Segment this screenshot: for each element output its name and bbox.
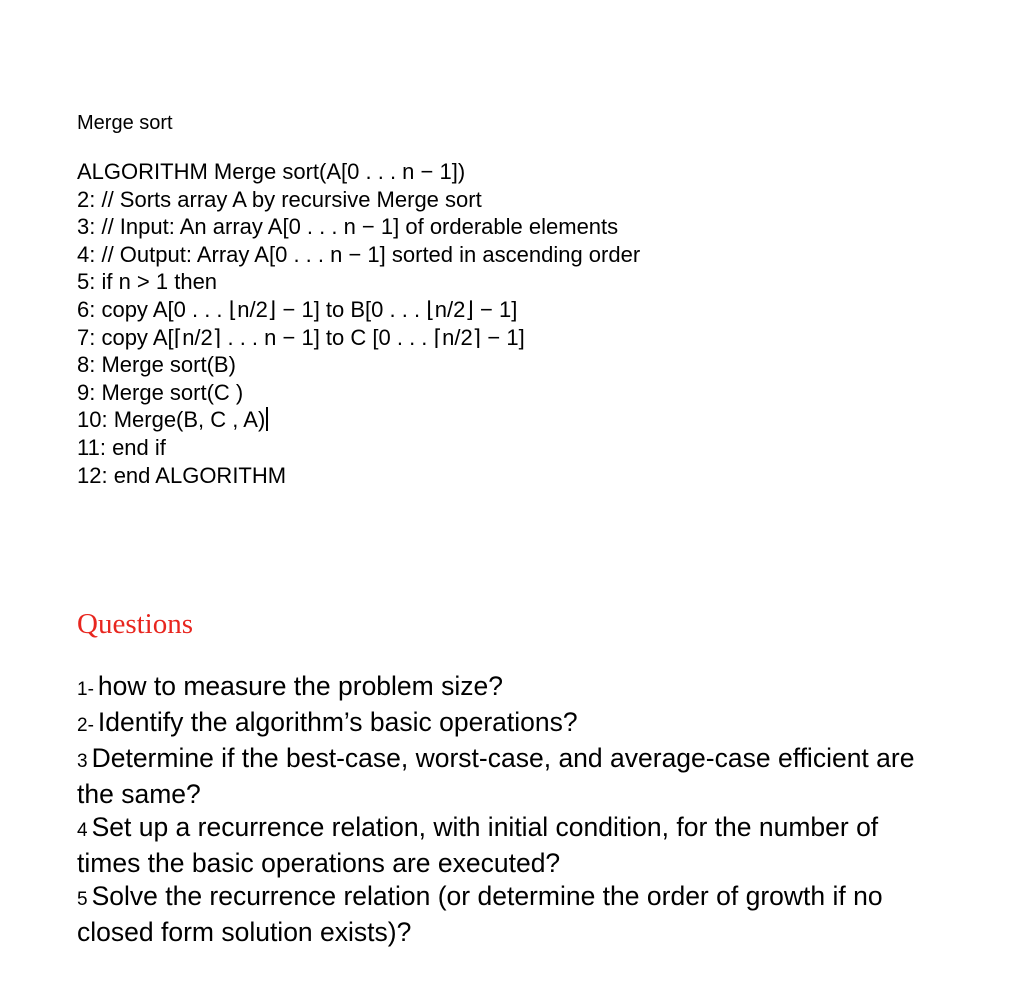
question-text: how to measure the problem size? — [97, 671, 503, 701]
question-text: Determine if the best-case, worst-case, and average-case efficient are the same? — [77, 743, 915, 809]
algorithm-line: 9: Merge sort(C ) — [77, 379, 244, 405]
algorithm-line: ALGORITHM Merge sort(A[0 . . . n − 1]) — [77, 159, 466, 184]
question-item — [77, 670, 937, 706]
document-heading: Merge sort — [77, 112, 173, 134]
algorithm-listing — [77, 158, 640, 489]
question-item — [77, 742, 937, 811]
algorithm-line: 4: // Output: Array A[0 . . . n − 1] sorted in ascending order — [77, 241, 641, 267]
questions-list — [77, 670, 937, 949]
algorithm-line: 3: // Input: An array A[0 . . . n − 1] of orderable elements — [77, 214, 619, 240]
algorithm-line: 12: end ALGORITHM — [77, 462, 287, 488]
question-number: 1- — [77, 679, 94, 700]
text-caret — [266, 407, 268, 431]
question-number: 2- — [77, 715, 94, 736]
algorithm-line: 5: if n > 1 then — [77, 269, 218, 295]
question-text: Solve the recurrence relation (or determine the order of growth if no closed form solution exists)? — [77, 881, 883, 947]
algorithm-line-text: 10: Merge(B, C , A) — [77, 407, 266, 433]
algorithm-line: 7: copy A[⌈n/2⌉ . . . n − 1] to C [0 . . . ⌈n/2⌉ − 1] — [77, 324, 525, 350]
question-item — [77, 706, 937, 742]
questions-title: Questions — [77, 608, 193, 640]
algorithm-line: 2: // Sorts array A by recursive Merge sort — [77, 186, 482, 212]
question-text: Identify the algorithm’s basic operations? — [97, 707, 578, 737]
algorithm-line: 11: end if — [77, 434, 166, 460]
algorithm-line: 8: Merge sort(B) — [77, 352, 236, 378]
question-number: 4 — [77, 820, 88, 841]
question-number: 5 — [77, 889, 88, 910]
question-number: 3 — [77, 751, 88, 772]
algorithm-line: 6: copy A[0 . . . ⌊n/2⌋ − 1] to B[0 . . . ⌊n/2⌋ − 1] — [77, 296, 518, 322]
question-item — [77, 811, 937, 880]
question-text: Set up a recurrence relation, with initial condition, for the number of times the basic operations are executed? — [77, 812, 879, 878]
question-item — [77, 880, 937, 949]
algorithm-line-with-caret — [77, 406, 640, 434]
